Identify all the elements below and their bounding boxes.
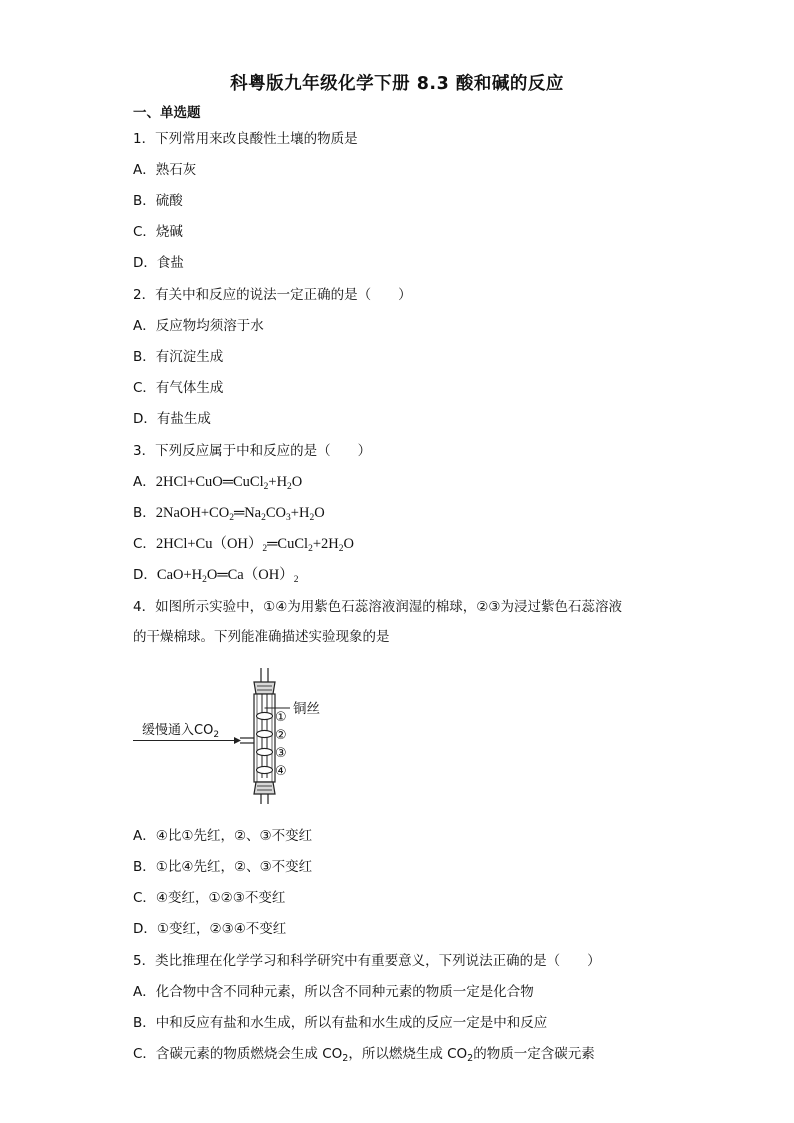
question-4-option-c: C．④变红，①②③不变红 (133, 890, 286, 906)
ball-label-3: ③ (275, 746, 287, 761)
question-1-stem: 1．下列常用来改良酸性土壤的物质是 (133, 131, 358, 147)
question-4-option-d: D．①变红，②③④不变红 (133, 921, 287, 937)
question-3-option-b: B．$2NaOH+CO_2═Na_2CO_3+H_2O$ (133, 505, 325, 523)
question-1-option-c: C．烧碱 (133, 224, 183, 240)
question-4-option-b: B．①比④先红，②、③不变红 (133, 859, 313, 875)
question-1-option-b: B．硫酸 (133, 193, 183, 209)
question-5-option-b: B．中和反应有盐和水生成，所以有盐和水生成的反应一定是中和反应 (133, 1015, 548, 1031)
question-3-stem: 3．下列反应属于中和反应的是（ ） (133, 443, 372, 459)
cotton-ball-3 (257, 748, 273, 755)
question-2-option-c: C．有气体生成 (133, 380, 224, 396)
bottom-stopper (254, 782, 275, 794)
co2-experiment-diagram (130, 668, 360, 804)
question-3-option-d: D．$CaO+H_2O═Ca(OH)_2$ (133, 567, 299, 585)
cotton-ball-4 (257, 766, 273, 773)
question-4-stem-line-1: 4．如图所示实验中，①④为用紫色石蕊溶液润湿的棉球，②③为浸过紫色石蕊溶液 (133, 599, 622, 615)
inlet-label: 缓慢通入$CO_2$ (142, 723, 220, 740)
question-5-option-c: C．含碳元素的物质燃烧会生成 $CO_2$，所以燃烧生成 $CO_2$的物质一定含碳元素 (133, 1046, 595, 1064)
question-2-stem: 2．有关中和反应的说法一定正确的是（ ） (133, 287, 412, 303)
ball-label-2: ② (275, 728, 287, 743)
question-5-stem: 5．类比推理在化学学习和科学研究中有重要意义，下列说法正确的是（ ） (133, 953, 601, 969)
question-2-option-d: D．有盐生成 (133, 411, 211, 427)
question-1-option-a: A．熟石灰 (133, 162, 197, 178)
question-1-option-d: D．食盐 (133, 255, 184, 271)
page-title: 科粤版九年级化学下册 8.3 酸和碱的反应 (230, 74, 564, 94)
question-4-option-a: A．④比①先红，②、③不变红 (133, 828, 313, 844)
question-2-option-a: A．反应物均须溶于水 (133, 318, 264, 334)
wire-label: 铜丝 (293, 701, 320, 717)
question-5-option-a: A．化合物中含不同种元素，所以含不同种元素的物质一定是化合物 (133, 984, 534, 1000)
question-3-option-a: A．$2HCl+CuO═CuCl_2+H_2O$ (133, 474, 303, 492)
question-3-option-c: C．$2HCl+Cu(OH)_2═CuCl_2+2H_2O$ (133, 536, 354, 554)
ball-label-1: ① (275, 710, 287, 725)
question-4-stem-line-2: 的干燥棉球。下列能准确描述实验现象的是 (133, 629, 390, 645)
top-stopper (254, 682, 275, 694)
ball-label-4: ④ (275, 764, 287, 779)
cotton-ball-1 (257, 712, 273, 719)
section-heading: 一、单选题 (133, 105, 201, 121)
question-2-option-b: B．有沉淀生成 (133, 349, 224, 365)
cotton-ball-2 (257, 730, 273, 737)
